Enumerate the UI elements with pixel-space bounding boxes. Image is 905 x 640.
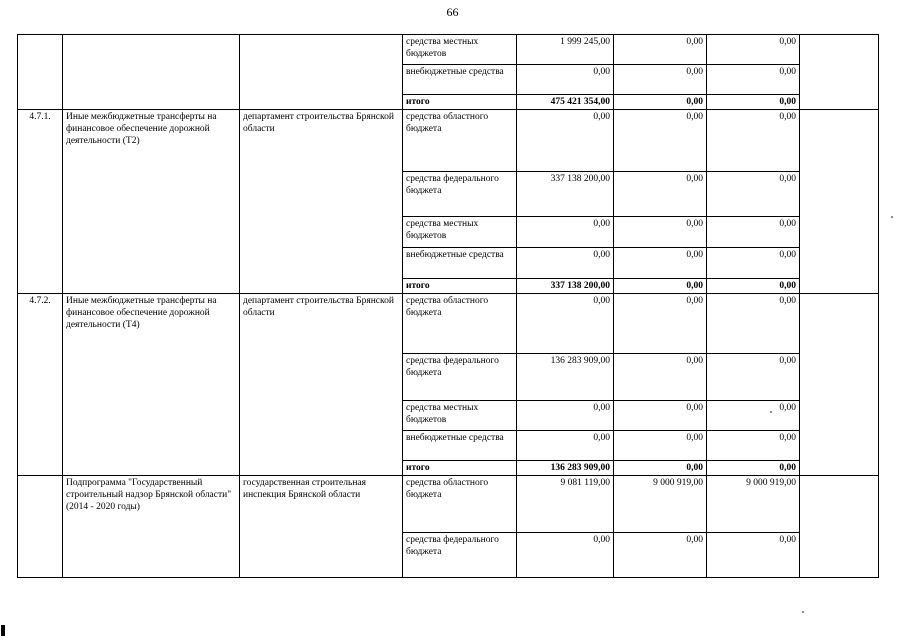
row-executor-cell: департамент строительства Брянской области bbox=[240, 110, 403, 294]
value-cell: 0,00 bbox=[614, 65, 707, 95]
value-cell: 0,00 bbox=[517, 65, 614, 95]
row-executor-cell: департамент строительства Брянской области bbox=[240, 294, 403, 476]
source-cell: средства местных бюджетов bbox=[403, 401, 517, 431]
value-cell: 0,00 bbox=[614, 217, 707, 248]
value-cell: 0,00 bbox=[707, 431, 800, 461]
value-cell: 475 421 354,00 bbox=[517, 95, 614, 110]
value-cell: 0,00 bbox=[614, 294, 707, 354]
row-executor-cell: государственная строительная инспекция Брянской области bbox=[240, 476, 403, 578]
row-code-cell bbox=[18, 35, 63, 110]
source-cell: средства областного бюджета bbox=[403, 476, 517, 533]
value-cell: 0,00 bbox=[614, 172, 707, 217]
value-cell: 136 283 909,00 bbox=[517, 461, 614, 476]
row-code-cell: 4.7.1. bbox=[18, 110, 63, 294]
value-cell: 0,00 bbox=[707, 110, 800, 172]
value-cell: 0,00 bbox=[517, 110, 614, 172]
value-cell: 0,00 bbox=[517, 217, 614, 248]
value-cell: 0,00 bbox=[614, 248, 707, 279]
value-cell: 0,00 bbox=[707, 533, 800, 578]
notes-cell bbox=[800, 476, 879, 578]
value-cell: 0,00 bbox=[614, 279, 707, 294]
budget-table bbox=[17, 34, 879, 578]
value-cell: 0,00 bbox=[517, 401, 614, 431]
source-cell: внебюджетные средства bbox=[403, 65, 517, 95]
row-name-cell: Иные межбюджетные трансферты на финансовое обеспечение дорожной деятельности (Т2) bbox=[63, 110, 240, 294]
table-row bbox=[18, 35, 879, 65]
source-cell: итого bbox=[403, 279, 517, 294]
source-cell: средства федерального бюджета bbox=[403, 354, 517, 401]
value-cell: 337 138 200,00 bbox=[517, 279, 614, 294]
notes-cell bbox=[800, 110, 879, 294]
value-cell: 0,00 bbox=[614, 461, 707, 476]
value-cell: 9 081 119,00 bbox=[517, 476, 614, 533]
row-executor-cell bbox=[240, 35, 403, 110]
value-cell: 0,00 bbox=[707, 279, 800, 294]
value-cell: 9 000 919,00 bbox=[614, 476, 707, 533]
source-cell: внебюджетные средства bbox=[403, 248, 517, 279]
row-name-cell: Подпрограмма "Государственный строительный надзор Брянской области" (2014 - 2020 годы) bbox=[63, 476, 240, 578]
value-cell: 0,00 bbox=[614, 95, 707, 110]
value-cell: 0,00 bbox=[614, 110, 707, 172]
value-cell: 337 138 200,00 bbox=[517, 172, 614, 217]
source-cell: средства областного бюджета bbox=[403, 110, 517, 172]
source-cell: средства федерального бюджета bbox=[403, 172, 517, 217]
source-cell: итого bbox=[403, 95, 517, 110]
scan-margin-mark bbox=[1, 625, 5, 636]
value-cell: 0,00 bbox=[517, 294, 614, 354]
source-cell: средства местных бюджетов bbox=[403, 35, 517, 65]
value-cell: 0,00 bbox=[707, 217, 800, 248]
table-row bbox=[18, 110, 879, 172]
source-cell: внебюджетные средства bbox=[403, 431, 517, 461]
source-cell: средства местных бюджетов bbox=[403, 217, 517, 248]
value-cell: 0,00 bbox=[707, 35, 800, 65]
value-cell: 0,00 bbox=[517, 248, 614, 279]
source-cell: итого bbox=[403, 461, 517, 476]
value-cell: 0,00 bbox=[614, 533, 707, 578]
value-cell: 0,00 bbox=[707, 461, 800, 476]
value-cell: 0,00 bbox=[707, 354, 800, 401]
value-cell: 0,00 bbox=[614, 35, 707, 65]
value-cell: 0,00 bbox=[517, 533, 614, 578]
value-cell: 0,00 bbox=[614, 431, 707, 461]
row-code-cell: 4.7.2. bbox=[18, 294, 63, 476]
value-cell: 0,00 bbox=[707, 248, 800, 279]
value-cell: 0,00 bbox=[614, 401, 707, 431]
scan-speck bbox=[891, 216, 893, 218]
scan-speck bbox=[802, 611, 804, 613]
value-cell: 0,00 bbox=[707, 172, 800, 217]
notes-cell bbox=[800, 294, 879, 476]
row-name-cell: Иные межбюджетные трансферты на финансовое обеспечение дорожной деятельности (Т4) bbox=[63, 294, 240, 476]
page-number: 66 bbox=[446, 5, 459, 19]
scan-speck bbox=[770, 411, 772, 413]
row-code-cell bbox=[18, 476, 63, 578]
value-cell: 0,00 bbox=[707, 294, 800, 354]
table-row bbox=[18, 294, 879, 354]
value-cell: 0,00 bbox=[707, 401, 800, 431]
value-cell: 9 000 919,00 bbox=[707, 476, 800, 533]
row-name-cell bbox=[63, 35, 240, 110]
value-cell: 0,00 bbox=[517, 431, 614, 461]
value-cell: 0,00 bbox=[707, 65, 800, 95]
source-cell: средства областного бюджета bbox=[403, 294, 517, 354]
value-cell: 136 283 909,00 bbox=[517, 354, 614, 401]
value-cell: 1 999 245,00 bbox=[517, 35, 614, 65]
notes-cell bbox=[800, 35, 879, 110]
source-cell: средства федерального бюджета bbox=[403, 533, 517, 578]
value-cell: 0,00 bbox=[707, 95, 800, 110]
table-row bbox=[18, 476, 879, 533]
value-cell: 0,00 bbox=[614, 354, 707, 401]
